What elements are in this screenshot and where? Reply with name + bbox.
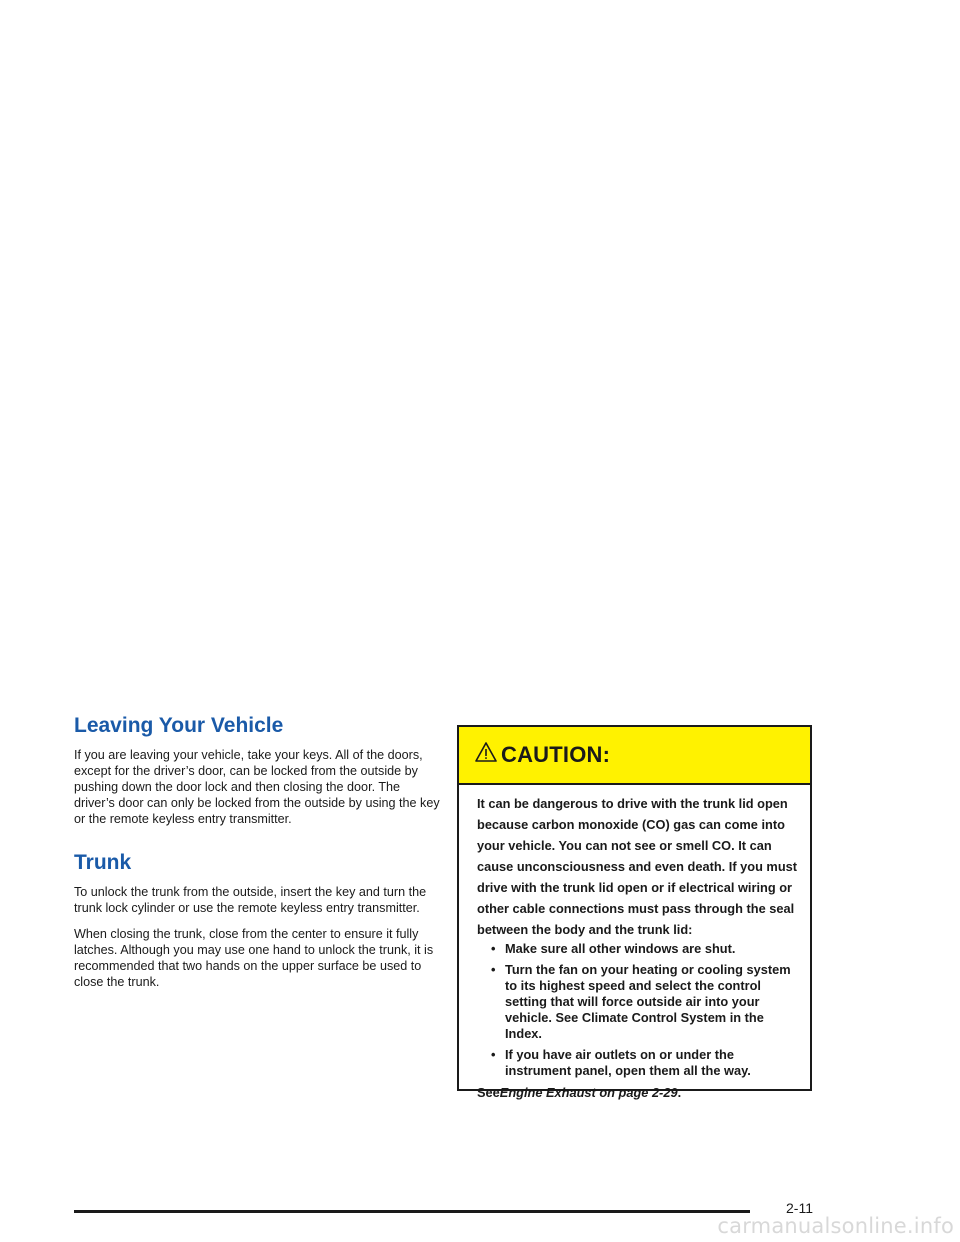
caution-item-text: Turn the fan on your heating or cooling system to its highest speed and select the control setting that will force outside air into your vehicle. See Climate Control System in the Index. [505,962,791,1041]
cross-reference-link[interactable]: Engine Exhaust on page 2-29 [499,1085,678,1100]
list-item [477,941,798,957]
page-number: 2-11 [786,1200,813,1216]
leaving-vehicle-paragraph: If you are leaving your vehicle, take your keys. All of the doors, except for the driver’s door, can be locked from the outside by pushing down the door lock and then closing the door. The driver’s door can only be locked from the outside by using the key or the remote keyless entry transmitter. [74,748,440,827]
left-column [74,714,440,1000]
bullet-icon: • [491,1047,496,1062]
see-suffix: . [677,1085,682,1100]
caution-title: CAUTION: [501,742,611,767]
trunk-paragraph-1: To unlock the trunk from the outside, insert the key and turn the trunk lock cylinder or use the remote keyless entry transmitter. [74,885,427,916]
bullet-icon: • [491,962,496,977]
caution-body [459,785,810,1102]
bullet-icon: • [491,941,496,956]
see-reference-line [477,1084,798,1102]
caution-item-text: Make sure all other windows are shut. [505,941,736,956]
caution-list [477,941,798,1079]
list-item [477,962,798,1042]
caution-box [457,725,812,1100]
trunk-paragraph-2: When closing the trunk, close from the center to ensure it fully latches. Although you may use one hand to unlock the trunk, it is recommended that two hands on the upper surface be used to close the trunk. [74,927,434,990]
see-prefix: See [477,1085,500,1100]
list-item [477,1047,798,1079]
watermark: carmanualsonline.info [717,1214,954,1238]
caution-intro: It can be dangerous to drive with the trunk lid open because carbon monoxide (CO) gas can come into your vehicle. You can not see or smell CO. It can cause unconsciousness and even death. If you must drive with the trunk lid open or if electrical wiring or other cable connections must pass through the seal between the body and the trunk lid: [477,796,798,937]
section-heading-leaving-vehicle: Leaving Your Vehicle [74,714,284,737]
footer-rule [74,1210,750,1213]
section-heading-trunk: Trunk [74,851,132,875]
caution-item-text: If you have air outlets on or under the instrument panel, open them all the way. [505,1047,751,1078]
warning-triangle-icon [475,741,497,763]
caution-header [459,727,810,785]
